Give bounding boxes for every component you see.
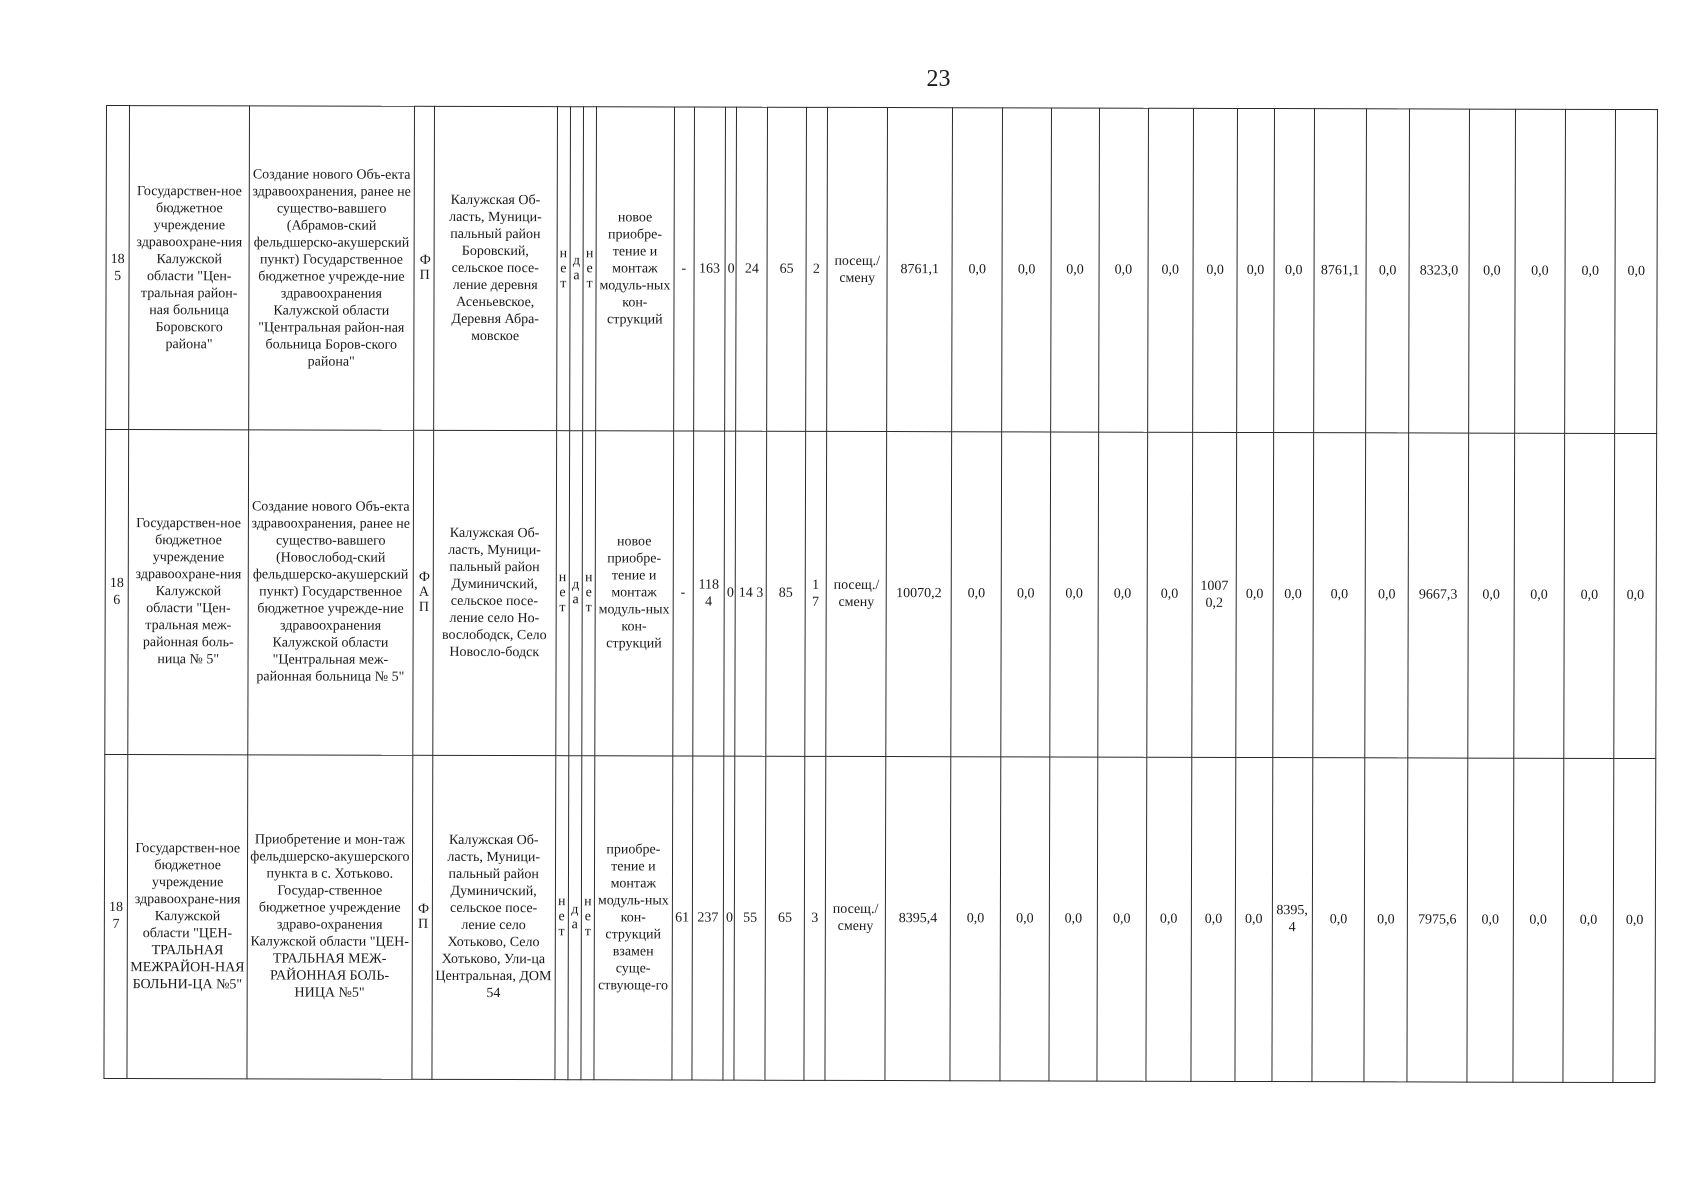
flag-2-cell: да [569, 431, 583, 755]
page-number: 23 [926, 66, 951, 92]
financing-value-3: 0,0 [1050, 108, 1099, 432]
count-4-cell: 24 [736, 107, 768, 431]
address-cell: Калужская Об-ласть, Муници-пальный район Думиничский, сельское посе-ление село Но-вослободск, Село Новосло-бодск [433, 431, 557, 756]
financing-value-4: 0,0 [1097, 757, 1146, 1081]
financing-value-8: 0,0 [1273, 109, 1314, 433]
count-3-cell: 0 [723, 756, 735, 1080]
count-6-cell: 1 7 [805, 432, 827, 756]
financing-value-13: 0,0 [1514, 109, 1565, 433]
flag-3-cell: нет [581, 755, 595, 1079]
count-2-cell: 237 [692, 756, 724, 1080]
financing-value-5: 0,0 [1147, 108, 1193, 432]
unit-cell: посещ./ смену [827, 107, 888, 431]
table-row [106, 106, 1658, 434]
financing-value-5: 0,0 [1145, 757, 1191, 1081]
financing-value-14: 0,0 [1563, 758, 1614, 1082]
financing-value-7: 0,0 [1236, 433, 1273, 757]
row-number: 186 [105, 430, 129, 754]
financing-value-15: 0,0 [1614, 434, 1656, 758]
financing-value-4: 0,0 [1099, 108, 1148, 432]
financing-value-2: 0,0 [1001, 432, 1050, 756]
financing-value-12: 0,0 [1469, 109, 1515, 433]
count-5-cell: 85 [766, 432, 805, 756]
financing-value-6: 0,0 [1191, 757, 1236, 1081]
organization-cell: Государствен-ное бюджетное учреждение здравоохране-ния Калужской области "Цен-тральная меж-районная боль-ница № 5" [128, 430, 249, 755]
register-table [103, 105, 1658, 1083]
count-1-cell: - [673, 107, 694, 431]
financing-value-10: 0,0 [1365, 433, 1408, 757]
financing-value-3: 0,0 [1049, 757, 1098, 1081]
financing-value-11: 9667,3 [1407, 433, 1468, 757]
financing-value-15: 0,0 [1613, 758, 1655, 1082]
address-cell: Калужская Об-ласть, Муници-пальный район Думиничский, сельское посе-ление село Хотьково, Село Хотьково, Ули-ца Центральная, ДОМ 54 [432, 755, 556, 1080]
financing-value-6: 0,0 [1193, 108, 1238, 432]
facility-type-cell: ФП [413, 106, 434, 430]
organization-cell: Государствен-ное бюджетное учреждение здравоохране-ния Калужской области "ЦЕН-ТРАЛЬНАЯ МЕЖРАЙОН-НАЯ БОЛЬНИ-ЦА №5" [127, 754, 248, 1079]
count-4-cell: 55 [734, 756, 766, 1080]
financing-value-7: 0,0 [1237, 108, 1274, 432]
financing-value-13: 0,0 [1513, 434, 1564, 758]
work-type-cell: приобре-тение и монтаж модуль-ных кон-струкций взамен суще-ствующе-го [594, 755, 672, 1080]
table-row [105, 430, 1657, 758]
financing-value-6: 1007 0,2 [1192, 433, 1237, 757]
count-5-cell: 65 [767, 107, 806, 431]
flag-3-cell: нет [583, 107, 597, 431]
financing-value-1: 0,0 [952, 108, 1003, 432]
count-3-cell: 0 [724, 431, 736, 755]
count-2-cell: 163 [694, 107, 726, 431]
unit-cell: посещ./ смену [826, 432, 887, 756]
financing-value-11: 8323,0 [1408, 109, 1469, 433]
financing-value-10: 0,0 [1364, 757, 1407, 1081]
organization-cell: Государствен-ное бюджетное учреждение здравоохране-ния Калужской области "Цен-тральная район-ная больница Боровского района" [129, 106, 250, 431]
financing-value-9: 8761,1 [1314, 109, 1367, 433]
count-2-cell: 118 4 [693, 431, 725, 755]
flag-2-cell: да [568, 755, 582, 1079]
count-1-cell: 61 [672, 756, 693, 1080]
count-6-cell: 2 [805, 107, 827, 431]
financing-value-3: 0,0 [1050, 432, 1099, 756]
financing-value-10: 0,0 [1366, 109, 1409, 433]
work-type-cell: новое приобре-тение и монтаж модуль-ных кон-струкций [595, 431, 673, 756]
total-cell: 10070,2 [886, 432, 951, 756]
description-cell: Создание нового Объ-екта здравоохранения, ранее не существо-вавшего (Абрамов-ский фельдшерско-акушерский пункт) Государственное бюджетное учрежде-ние здравоохранения Калужской области "Центральная район-ная больница Боров-ского района" [249, 106, 414, 431]
financing-value-8: 0,0 [1272, 433, 1313, 757]
count-4-cell: 14 3 [735, 431, 767, 755]
financing-value-14: 0,0 [1564, 434, 1615, 758]
financing-value-14: 0,0 [1565, 109, 1616, 433]
financing-value-2: 0,0 [1002, 108, 1051, 432]
address-cell: Калужская Об-ласть, Муници-пальный район Боровский, сельское посе-ление деревня Асеньевское, Деревня Абра-мовское [433, 106, 557, 431]
total-cell: 8761,1 [887, 108, 952, 432]
flag-1-cell: нет [556, 431, 570, 755]
financing-value-12: 0,0 [1468, 433, 1514, 757]
total-cell: 8395,4 [885, 756, 950, 1081]
facility-type-cell: ФАП [412, 431, 433, 755]
financing-value-9: 0,0 [1313, 433, 1366, 757]
financing-value-1: 0,0 [950, 756, 1001, 1080]
financing-value-7: 0,0 [1235, 757, 1272, 1081]
financing-value-5: 0,0 [1146, 433, 1192, 757]
financing-value-2: 0,0 [1000, 757, 1049, 1081]
flag-2-cell: да [569, 107, 583, 431]
financing-value-9: 0,0 [1312, 757, 1365, 1081]
financing-value-15: 0,0 [1615, 109, 1657, 433]
flag-3-cell: нет [582, 431, 596, 755]
facility-type-cell: ФП [412, 755, 433, 1079]
financing-value-12: 0,0 [1467, 758, 1513, 1082]
flag-1-cell: нет [556, 107, 570, 431]
financing-value-4: 0,0 [1098, 432, 1147, 756]
work-type-cell: новое приобре-тение и монтаж модуль-ных кон-струкций [596, 107, 674, 432]
financing-value-11: 7975,6 [1407, 758, 1468, 1083]
financing-value-1: 0,0 [951, 432, 1002, 756]
row-number: 187 [104, 754, 128, 1078]
financing-value-13: 0,0 [1513, 758, 1564, 1082]
financing-value-8: 8395,4 [1272, 757, 1313, 1081]
row-number: 185 [106, 106, 130, 430]
description-cell: Создание нового Объ-екта здравоохранения, ранее не существо-вавшего (Новослобод-ский фельдшерско-акушерский пункт) Государственное бюджетное учрежде-ние здравоохранения Калужской области "Центральная меж-районная больница № 5" [248, 430, 413, 755]
count-6-cell: 3 [804, 756, 826, 1080]
count-1-cell: - [673, 431, 694, 755]
description-cell: Приобретение и мон-таж фельдшерско-акушерского пункта в с. Хотьково. Государ-ственное бюджетное учреждение здраво-охранения Калужской области "ЦЕН-ТРАЛЬНАЯ МЕЖ-РАЙОННАЯ БОЛЬ-НИЦА №5" [247, 755, 412, 1080]
count-5-cell: 65 [765, 756, 804, 1080]
unit-cell: посещ./ смену [825, 756, 886, 1081]
count-3-cell: 0 [725, 107, 737, 431]
flag-1-cell: нет [555, 755, 569, 1079]
table-row [104, 754, 1656, 1082]
